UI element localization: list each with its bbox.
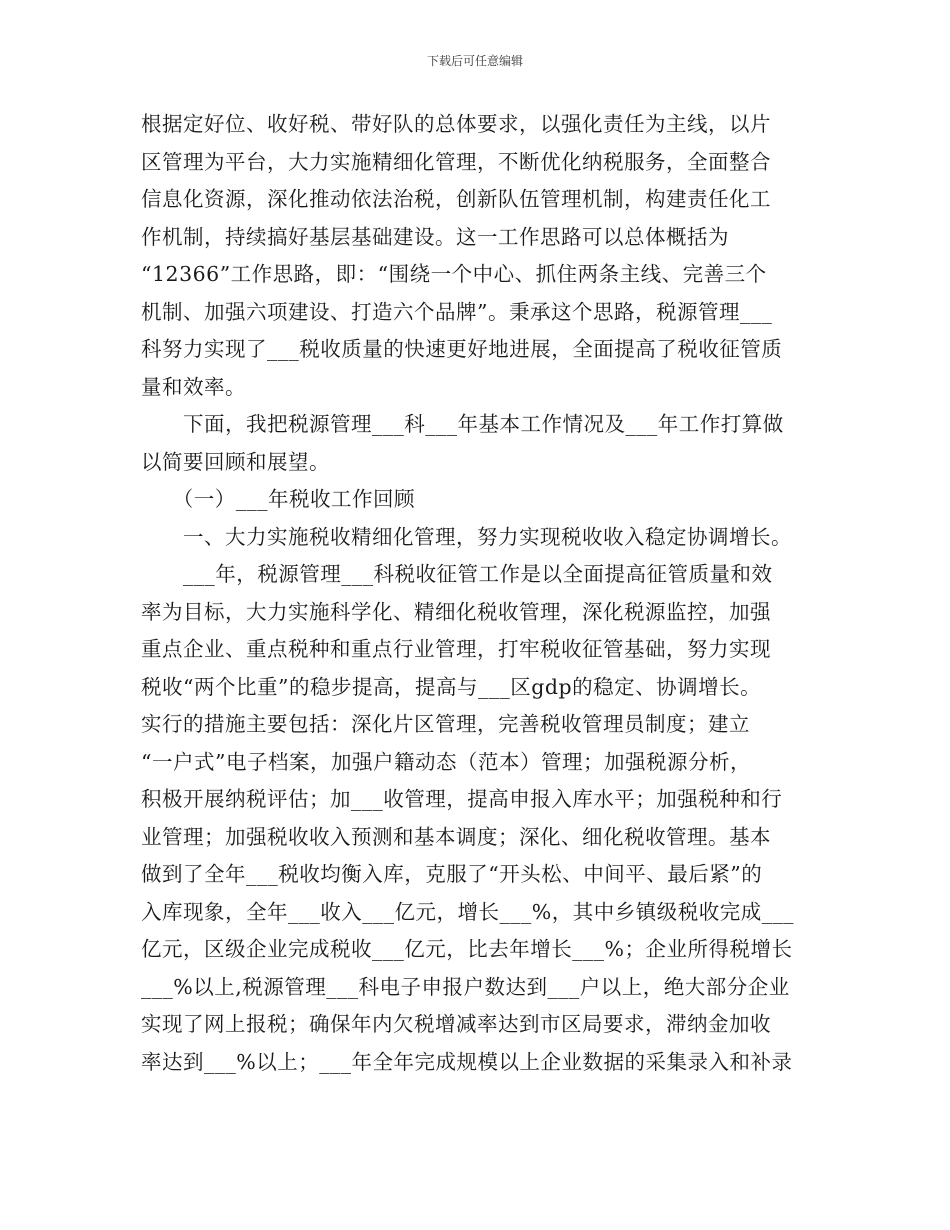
text-line: 机制、加强六项建设、打造六个品牌”。秉承这个思路，税源管理___ <box>141 299 773 324</box>
page-header: 下载后可任意编辑 <box>426 54 523 68</box>
subsection-heading: 一、大力实施税收精细化管理，努力实现税收收入稳定协调增长。 <box>141 524 792 549</box>
text-line: “一户式”电子档案，加强户籍动态（范本）管理；加强税源分析， <box>141 749 751 774</box>
text-line: 做到了全年___税收均衡入库，克服了“开头松、中间平、最后紧”的 <box>141 862 763 886</box>
text-line: 亿元，区级企业完成税收___亿元，比去年增长___%；企业所得税增长 <box>141 937 793 961</box>
text-line: 以简要回顾和展望。 <box>141 449 330 474</box>
text-line: 入库现象，全年___收入___亿元，增长___%，其中乡镇级税收完成___ <box>141 899 794 924</box>
text-line: 科努力实现了___税收质量的快速更好地进展，全面提高了税收征管质 <box>141 337 783 361</box>
text-line: 实现了网上报税；确保年内欠税增减率达到市区局要求，滞纳金加收 <box>141 1012 771 1036</box>
text-line: ___%以上,税源管理___科电子申报户数达到___户以上，绝大部分企业 <box>141 974 790 999</box>
text-line: 重点企业、重点税种和重点行业管理，打牢税收征管基础，努力实现 <box>141 637 771 661</box>
paragraph-line: 下面，我把税源管理___科___年基本工作情况及___年工作打算做 <box>141 412 784 436</box>
text-line: 率达到___%以上；___年全年完成规模以上企业数据的采集录入和补录 <box>141 1049 793 1074</box>
text-line: 税收“两个比重”的稳步提高，提高与___区gdp的稳定、协调增长。 <box>141 674 762 699</box>
text-line: 积极开展纳税评估；加___收管理，提高申报入库水平；加强税种和行 <box>141 787 783 811</box>
text-line: 信息化资源，深化推动依法治税，创新队伍管理机制，构建责任化工 <box>141 187 771 211</box>
text-line: 实行的措施主要包括：深化片区管理，完善税收管理员制度；建立 <box>141 712 750 736</box>
section-heading: （一）___年税收工作回顾 <box>141 487 415 511</box>
document-body <box>141 106 809 1081</box>
text-line: 作机制，持续搞好基层基础建设。这一工作思路可以总体概括为 <box>141 224 729 249</box>
text-line: 业管理；加强税收收入预测和基本调度；深化、细化税收管理。基本 <box>141 824 771 849</box>
text-line: 量和效率。 <box>141 374 246 399</box>
text-line: 率为目标，大力实施科学化、精细化税收管理，深化税源监控，加强 <box>141 599 771 624</box>
paragraph-line: ___年，税源管理___科税收征管工作是以全面提高征管质量和效 <box>141 562 773 586</box>
text-line: 根据定好位、收好税、带好队的总体要求，以强化责任为主线，以片 <box>141 112 771 136</box>
text-line: “12366”工作思路，即：“围绕一个中心、抓住两条主线、完善三个 <box>141 262 767 286</box>
text-line: 区管理为平台，大力实施精细化管理，不断优化纳税服务，全面整合 <box>141 149 771 174</box>
